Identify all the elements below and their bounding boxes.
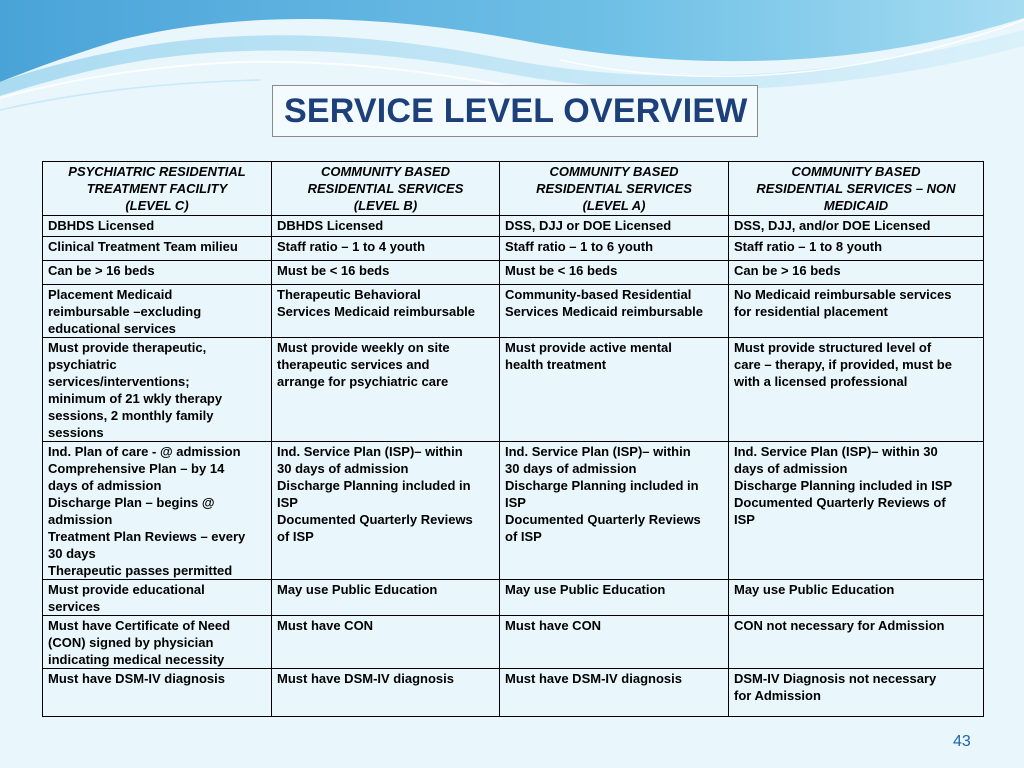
cell-line: Clinical Treatment Team milieu — [48, 239, 238, 254]
table-cell — [729, 285, 984, 338]
table-cell — [729, 338, 984, 442]
cell-line: Documented Quarterly Reviews of — [734, 495, 946, 510]
cell-line: DBHDS Licensed — [277, 218, 384, 233]
cell-line: ISP — [277, 495, 298, 510]
cell-line: services — [48, 599, 101, 614]
table-row — [43, 237, 984, 261]
cell-line: Placement Medicaid — [48, 287, 173, 302]
cell-line: DSS, DJJ or DOE Licensed — [505, 218, 672, 233]
header-cell — [729, 162, 984, 216]
table-cell — [729, 580, 984, 616]
table-row — [43, 216, 984, 237]
table-cell — [272, 669, 500, 717]
cell-line: Must be < 16 beds — [505, 263, 618, 278]
cell-line: COMMUNITY BASED — [320, 164, 451, 179]
cell-line: Discharge Planning included in — [277, 478, 471, 493]
cell-line: RESIDENTIAL SERVICES — [307, 181, 464, 196]
cell-line: Treatment Plan Reviews – every — [48, 529, 246, 544]
table-cell — [729, 669, 984, 717]
table-cell — [500, 216, 729, 237]
cell-line: Must provide educational — [48, 582, 205, 597]
page-number: 43 — [953, 733, 971, 750]
table-cell — [500, 237, 729, 261]
cell-line: sessions — [48, 425, 104, 440]
table-cell — [272, 616, 500, 669]
table-cell — [500, 261, 729, 285]
table-cell — [272, 338, 500, 442]
header-cell — [272, 162, 500, 216]
table-cell — [272, 580, 500, 616]
cell-line: Can be > 16 beds — [734, 263, 841, 278]
cell-line: DSS, DJJ, and/or DOE Licensed — [734, 218, 931, 233]
cell-line: MEDICAID — [823, 198, 889, 213]
table-header-row — [43, 162, 984, 216]
table-row — [43, 442, 984, 580]
table-cell — [272, 261, 500, 285]
table-cell — [272, 442, 500, 580]
cell-line: PSYCHIATRIC RESIDENTIAL — [68, 164, 246, 179]
table-row — [43, 669, 984, 717]
cell-line: 30 days of admission — [505, 461, 637, 476]
cell-line: educational services — [48, 321, 176, 336]
table-cell — [43, 669, 272, 717]
header-cell — [500, 162, 729, 216]
cell-line: of ISP — [505, 529, 542, 544]
table-cell — [500, 669, 729, 717]
cell-line: (CON) signed by physician — [48, 635, 214, 650]
cell-line: Discharge Planning included in — [505, 478, 699, 493]
cell-line: ISP — [734, 512, 755, 527]
cell-line: Services Medicaid reimbursable — [277, 304, 475, 319]
table-cell — [500, 338, 729, 442]
cell-line: Must provide structured level of — [734, 340, 932, 355]
cell-line: Must provide weekly on site — [277, 340, 450, 355]
cell-line: Staff ratio – 1 to 8 youth — [734, 239, 883, 254]
cell-line: Discharge Planning included in ISP — [734, 478, 953, 493]
cell-line: indicating medical necessity — [48, 652, 225, 667]
table-cell — [500, 442, 729, 580]
cell-line: reimbursable –excluding — [48, 304, 202, 319]
cell-line: Ind. Service Plan (ISP)– within — [277, 444, 463, 459]
table-cell — [43, 261, 272, 285]
table-cell — [43, 216, 272, 237]
cell-line: Documented Quarterly Reviews — [505, 512, 701, 527]
table-cell — [43, 285, 272, 338]
cell-line: health treatment — [505, 357, 607, 372]
table-cell — [500, 580, 729, 616]
cell-line: 30 days — [48, 546, 96, 561]
cell-line: May use Public Education — [734, 582, 895, 597]
cell-line: Community-based Residential — [505, 287, 692, 302]
cell-line: Documented Quarterly Reviews — [277, 512, 473, 527]
cell-line: No Medicaid reimbursable services — [734, 287, 952, 302]
cell-line: Ind. Plan of care - @ admission — [48, 444, 241, 459]
cell-line: Must have CON — [277, 618, 374, 633]
cell-line: (LEVEL B) — [353, 198, 418, 213]
table-cell — [729, 237, 984, 261]
cell-line: May use Public Education — [505, 582, 666, 597]
table-cell — [272, 216, 500, 237]
cell-line: 30 days of admission — [277, 461, 409, 476]
service-level-table — [42, 161, 984, 717]
cell-line: COMMUNITY BASED — [549, 164, 679, 179]
cell-line: Staff ratio – 1 to 4 youth — [277, 239, 426, 254]
table-row — [43, 285, 984, 338]
cell-line: days of admission — [48, 478, 162, 493]
cell-line: Comprehensive Plan – by 14 — [48, 461, 225, 476]
title-box — [272, 85, 758, 137]
table-cell — [500, 616, 729, 669]
cell-line: sessions, 2 monthly family — [48, 408, 214, 423]
table-cell — [729, 216, 984, 237]
cell-line: Must provide active mental — [505, 340, 672, 355]
cell-line: Therapeutic Behavioral — [277, 287, 421, 302]
table-row — [43, 338, 984, 442]
cell-line: Services Medicaid reimbursable — [505, 304, 703, 319]
table-row — [43, 261, 984, 285]
cell-line: minimum of 21 wkly therapy — [48, 391, 223, 406]
cell-line: arrange for psychiatric care — [277, 374, 449, 389]
cell-line: Must have DSM-IV diagnosis — [48, 671, 225, 686]
cell-line: Must be < 16 beds — [277, 263, 390, 278]
table-row — [43, 616, 984, 669]
cell-line: Must have CON — [505, 618, 602, 633]
cell-line: of ISP — [277, 529, 314, 544]
cell-line: RESIDENTIAL SERVICES — [536, 181, 692, 196]
cell-line: ISP — [505, 495, 526, 510]
table-cell — [729, 261, 984, 285]
table-cell — [43, 442, 272, 580]
cell-line: (LEVEL C) — [125, 198, 189, 213]
table-row — [43, 580, 984, 616]
cell-line: Ind. Service Plan (ISP)– within — [505, 444, 691, 459]
cell-line: DSM-IV Diagnosis not necessary — [734, 671, 937, 686]
cell-line: Must have DSM-IV diagnosis — [277, 671, 454, 686]
page-title: SERVICE LEVEL OVERVIEW — [284, 91, 748, 130]
table-cell — [272, 237, 500, 261]
cell-line: care – therapy, if provided, must be — [734, 357, 952, 372]
table-cell — [43, 580, 272, 616]
cell-line: May use Public Education — [277, 582, 438, 597]
table-cell — [272, 285, 500, 338]
cell-line: Therapeutic passes permitted — [48, 563, 233, 578]
cell-line: for Admission — [734, 688, 821, 703]
cell-line: CON not necessary for Admission — [734, 618, 945, 633]
cell-line: RESIDENTIAL SERVICES – NON — [756, 181, 956, 196]
cell-line: days of admission — [734, 461, 848, 476]
cell-line: therapeutic services and — [277, 357, 430, 372]
cell-line: (LEVEL A) — [582, 198, 646, 213]
cell-line: psychiatric — [48, 357, 117, 372]
cell-line: admission — [48, 512, 113, 527]
cell-line: services/interventions; — [48, 374, 190, 389]
cell-line: for residential placement — [734, 304, 888, 319]
cell-line: Must provide therapeutic, — [48, 340, 207, 355]
cell-line: DBHDS Licensed — [48, 218, 155, 233]
table-cell — [43, 237, 272, 261]
table-cell — [43, 616, 272, 669]
cell-line: Can be > 16 beds — [48, 263, 155, 278]
cell-line: with a licensed professional — [734, 374, 908, 389]
cell-line: Must have Certificate of Need — [48, 618, 231, 633]
cell-line: Staff ratio – 1 to 6 youth — [505, 239, 654, 254]
cell-line: Must have DSM-IV diagnosis — [505, 671, 682, 686]
cell-line: Ind. Service Plan (ISP)– within 30 — [734, 444, 938, 459]
table-cell — [729, 442, 984, 580]
table-cell — [729, 616, 984, 669]
cell-line: COMMUNITY BASED — [791, 164, 921, 179]
cell-line: TREATMENT FACILITY — [86, 181, 228, 196]
table-cell — [500, 285, 729, 338]
cell-line: Discharge Plan – begins @ — [48, 495, 215, 510]
table-cell — [43, 338, 272, 442]
header-cell — [43, 162, 272, 216]
